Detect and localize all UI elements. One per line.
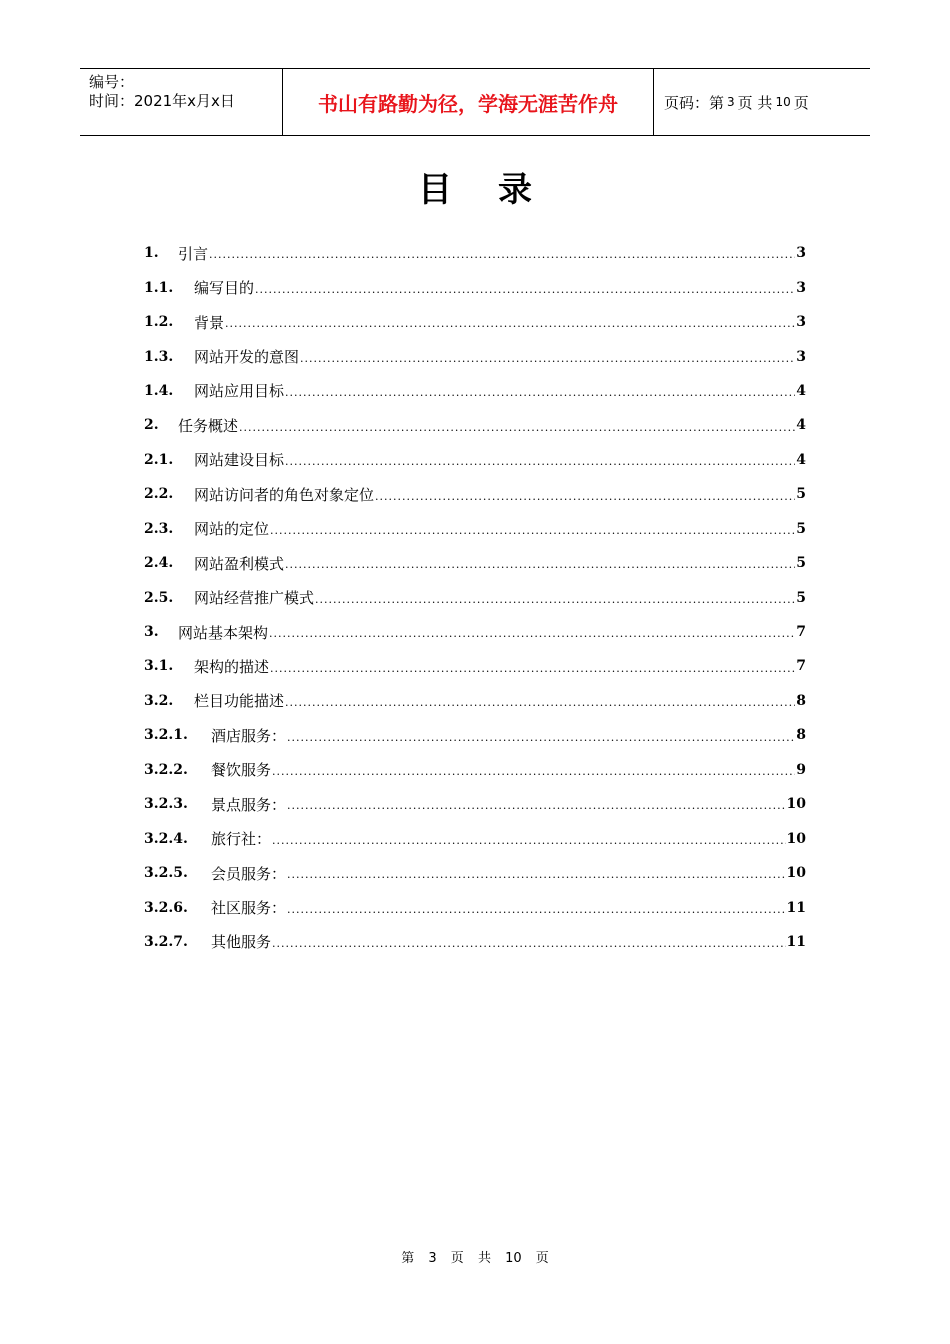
toc-entry-title: 网站基本架构 [178, 623, 269, 642]
header-code-label: 编号： [89, 73, 135, 91]
toc-entry[interactable] [144, 339, 806, 373]
table-of-contents [144, 236, 806, 959]
toc-dot-leader [239, 421, 795, 443]
header-page-current: 3 [727, 95, 735, 109]
toc-dot-leader [287, 868, 786, 890]
toc-dot-leader [285, 455, 795, 477]
toc-entry-number: 2. [144, 417, 159, 434]
toc-entry-title: 背景 [194, 313, 225, 332]
toc-entry-number: 3. [144, 624, 159, 641]
toc-entry[interactable] [144, 718, 806, 752]
toc-entry-title: 餐饮服务 [211, 761, 272, 780]
toc-entry-title: 网站访问者的角色对象定位 [194, 485, 375, 504]
toc-entry-title: 网站经营推广模式 [194, 589, 315, 608]
toc-entry-number: 3.2.7. [144, 933, 188, 950]
toc-entry-page: 4 [796, 417, 806, 434]
toc-dot-leader [209, 248, 795, 270]
header-page-info [654, 69, 870, 135]
toc-entry[interactable] [144, 821, 806, 855]
toc-entry[interactable] [144, 580, 806, 614]
toc-entry-page: 3 [796, 279, 806, 296]
toc-entry-number: 1.2. [144, 314, 174, 331]
toc-entry[interactable] [144, 649, 806, 683]
toc-entry[interactable] [144, 512, 806, 546]
toc-entry-title: 会员服务： [211, 864, 287, 883]
toc-entry-title: 网站盈利模式 [194, 554, 285, 573]
toc-entry-title: 网站开发的意图 [194, 348, 300, 367]
toc-entry[interactable] [144, 787, 806, 821]
toc-entry-title: 网站建设目标 [194, 451, 285, 470]
toc-entry[interactable] [144, 374, 806, 408]
toc-entry[interactable] [144, 443, 806, 477]
toc-entry-page: 10 [786, 830, 806, 847]
toc-entry-page: 5 [796, 486, 806, 503]
toc-entry-number: 2.5. [144, 589, 174, 606]
toc-entry-page: 5 [796, 520, 806, 537]
toc-entry-page: 8 [796, 727, 806, 744]
toc-entry-title: 网站应用目标 [194, 382, 285, 401]
footer-current-page: 3 [428, 1251, 437, 1266]
toc-entry-page: 7 [796, 658, 806, 675]
toc-dot-leader [285, 558, 795, 580]
toc-entry[interactable] [144, 890, 806, 924]
toc-entry[interactable] [144, 236, 806, 270]
toc-entry-page: 5 [796, 589, 806, 606]
toc-entry-page: 3 [796, 348, 806, 365]
toc-entry-title: 酒店服务： [211, 726, 287, 745]
toc-entry-page: 5 [796, 555, 806, 572]
toc-entry-title: 网站的定位 [194, 520, 270, 539]
toc-dot-leader [315, 593, 795, 615]
toc-entry-number: 3.2.1. [144, 727, 188, 744]
toc-entry[interactable] [144, 615, 806, 649]
toc-dot-leader [270, 662, 795, 684]
toc-dot-leader [287, 903, 786, 925]
toc-dot-leader [375, 490, 795, 512]
header-page-mid: 页 共 [737, 93, 773, 112]
toc-dot-leader [269, 627, 795, 649]
toc-entry[interactable] [144, 477, 806, 511]
page-title: 目录 [418, 170, 578, 210]
footer-suffix: 页 [535, 1251, 549, 1266]
toc-dot-leader [300, 352, 795, 374]
toc-entry[interactable] [144, 753, 806, 787]
toc-entry-page: 4 [796, 451, 806, 468]
toc-entry-number: 3.2.4. [144, 830, 188, 847]
header-page-prefix: 页码：第 [664, 93, 725, 112]
toc-entry-number: 2.2. [144, 486, 174, 503]
toc-dot-leader [285, 696, 795, 718]
page-footer [0, 1247, 950, 1266]
toc-entry-title: 架构的描述 [194, 657, 270, 676]
toc-entry-page: 10 [786, 796, 806, 813]
header-motto: 书山有路勤为径，学海无涯苦作舟 [282, 69, 654, 135]
toc-entry-title: 编写目的 [194, 279, 255, 298]
toc-entry[interactable] [144, 270, 806, 304]
toc-entry-number: 1.4. [144, 382, 174, 399]
toc-dot-leader [285, 386, 795, 408]
toc-entry[interactable] [144, 925, 806, 959]
toc-entry-number: 1. [144, 245, 159, 262]
toc-dot-leader [255, 283, 795, 305]
header-time-label: 时间：2021年x月x日 [89, 92, 235, 110]
toc-entry-number: 3.2. [144, 692, 174, 709]
header-page-total: 10 [775, 95, 791, 109]
toc-entry[interactable] [144, 408, 806, 442]
toc-entry[interactable] [144, 546, 806, 580]
toc-dot-leader [270, 524, 795, 546]
toc-entry-page: 11 [786, 899, 806, 916]
toc-entry-number: 3.2.2. [144, 761, 188, 778]
toc-entry[interactable] [144, 856, 806, 890]
header-page-suffix: 页 [793, 93, 809, 112]
toc-entry-number: 3.1. [144, 658, 174, 675]
toc-dot-leader [272, 765, 795, 787]
toc-entry-page: 10 [786, 865, 806, 882]
toc-entry-number: 3.2.6. [144, 899, 188, 916]
toc-entry-number: 3.2.5. [144, 865, 188, 882]
toc-dot-leader [287, 799, 786, 821]
footer-prefix: 第 [401, 1251, 415, 1266]
toc-entry-number: 1.1. [144, 279, 174, 296]
toc-entry-page: 8 [796, 692, 806, 709]
toc-dot-leader [225, 317, 795, 339]
footer-mid2: 共 [477, 1251, 491, 1266]
toc-entry-number: 3.2.3. [144, 796, 188, 813]
toc-entry-title: 旅行社： [211, 830, 272, 849]
toc-entry-title: 社区服务： [211, 899, 287, 918]
toc-entry-page: 3 [796, 245, 806, 262]
toc-entry-page: 9 [796, 761, 806, 778]
toc-entry-number: 2.3. [144, 520, 174, 537]
toc-entry-title: 景点服务： [211, 795, 287, 814]
toc-entry[interactable] [144, 684, 806, 718]
footer-mid1: 页 [450, 1251, 464, 1266]
toc-entry-page: 7 [796, 624, 806, 641]
toc-entry[interactable] [144, 305, 806, 339]
toc-entry-page: 4 [796, 382, 806, 399]
toc-dot-leader [287, 731, 795, 753]
toc-entry-title: 其他服务 [211, 933, 272, 952]
toc-entry-page: 3 [796, 314, 806, 331]
toc-entry-page: 11 [786, 933, 806, 950]
page-header [80, 68, 870, 136]
footer-total-pages: 10 [505, 1251, 522, 1266]
toc-entry-number: 2.1. [144, 451, 174, 468]
toc-entry-title: 栏目功能描述 [194, 692, 285, 711]
toc-dot-leader [272, 834, 786, 856]
toc-entry-title: 任务概述 [178, 416, 239, 435]
toc-entry-title: 引言 [178, 244, 209, 263]
toc-dot-leader [272, 937, 786, 959]
toc-entry-number: 1.3. [144, 348, 174, 365]
header-info-cell [80, 69, 282, 135]
toc-entry-number: 2.4. [144, 555, 174, 572]
